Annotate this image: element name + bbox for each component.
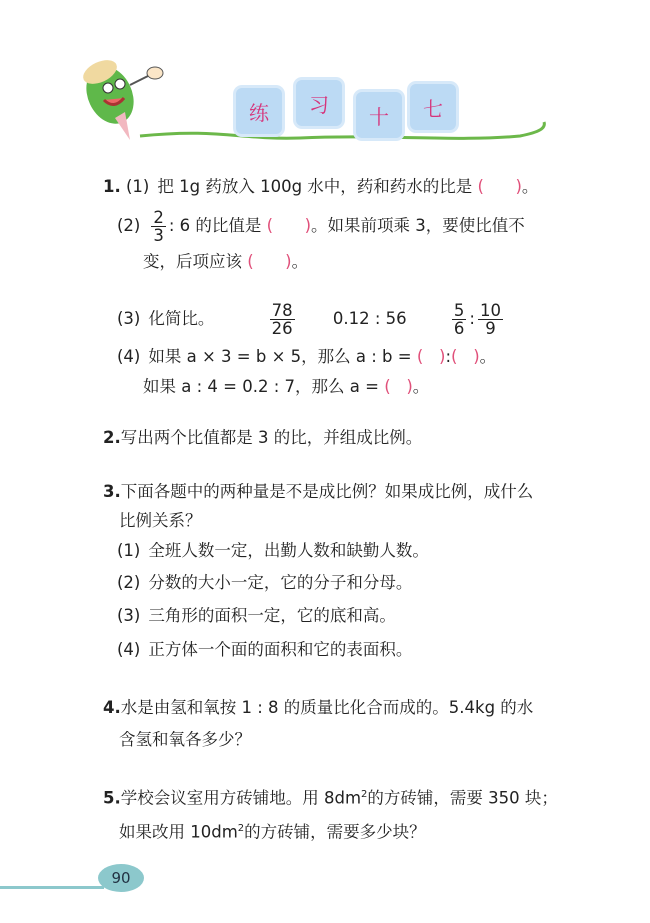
text: 分数的大小一定，它的分子和分母。: [148, 573, 413, 592]
text: 把 1g 药放入 100g 水中，药和药水的比是: [157, 177, 473, 196]
q3-line2: 比例关系？: [119, 511, 202, 530]
text: 写出两个比值都是 3 的比，并组成比例。: [120, 428, 423, 447]
superscript: 2: [237, 823, 245, 834]
denominator: 9: [485, 319, 496, 338]
sub-label: (1): [117, 541, 141, 560]
numerator: 2: [153, 208, 164, 227]
text: 全班人数一定，出勤人数和缺勤人数。: [148, 541, 429, 560]
answer-blank[interactable]: ( ): [477, 177, 522, 196]
q1-p2: [117, 209, 525, 244]
denominator: 26: [271, 319, 293, 338]
sub-label: (1): [126, 177, 150, 196]
text: 如果改用 10dm: [119, 822, 238, 842]
sub-label: (2): [117, 216, 141, 235]
title-tile-1: 练: [236, 88, 282, 134]
answer-blank[interactable]: ( ): [384, 377, 413, 396]
text: 如果 a × 3 = b × 5，那么 a : b =: [148, 347, 412, 366]
text: 的方砖铺，需要多少块？: [244, 822, 426, 842]
question-number: 3.: [103, 482, 121, 501]
text: 。: [412, 377, 430, 396]
answer-blank[interactable]: ( ): [451, 347, 480, 366]
q1-p3: [117, 302, 506, 337]
q3-item: [117, 605, 396, 627]
text: 化简比。: [148, 309, 215, 328]
denominator: 3: [153, 226, 164, 245]
fraction: [452, 302, 467, 337]
title-tile-3: 十: [356, 92, 402, 138]
text: 正方体一个面的面积和它的表面积。: [148, 640, 413, 659]
text: 如果 a : 4 = 0.2 : 7，那么 a =: [143, 377, 379, 396]
numerator: 78: [271, 301, 293, 320]
q5-line2: [119, 818, 426, 844]
question-number: 1.: [103, 177, 121, 196]
text: 学校会议室用方砖铺地。用 8dm: [120, 788, 362, 808]
text: 的方砖铺，需要 350 块；: [367, 788, 558, 808]
sub-label: (2): [117, 573, 141, 592]
answer-blank[interactable]: ( ): [416, 347, 446, 366]
title-tile-4: 七: [410, 84, 456, 130]
answer-blank[interactable]: ( ): [266, 216, 312, 235]
fraction: [270, 302, 295, 337]
q2: [103, 427, 422, 449]
q3-line1: [103, 481, 533, 503]
sub-label: (3): [117, 309, 141, 328]
question-number: 2.: [103, 428, 121, 447]
page-number-line: [0, 886, 104, 889]
q1-p4-line2: [143, 376, 429, 398]
numerator: 10: [479, 301, 501, 320]
pencil-mascot-icon: [77, 55, 163, 140]
sub-label: (4): [117, 640, 141, 659]
text: 下面各题中的两种量是不是成比例？如果成比例，成什么: [120, 482, 534, 501]
sub-label: (3): [117, 606, 141, 625]
text: 。如果前项乘 3，要使比值不: [311, 216, 525, 235]
text: 变，后项应该: [143, 252, 242, 271]
colon: :: [469, 309, 475, 328]
q4-line2: 含氢和氧各多少？: [119, 730, 251, 749]
text: : 6 的比值是: [168, 216, 262, 235]
fraction: [478, 302, 503, 337]
text: 。: [521, 177, 539, 196]
colon: :: [445, 347, 452, 366]
q1-p1: [103, 176, 538, 198]
superscript: 2: [361, 789, 368, 800]
text: 。: [291, 252, 309, 271]
q1-p2-line2: [143, 251, 308, 273]
sub-label: (4): [117, 347, 141, 366]
q3-item: [117, 639, 412, 661]
fraction: [151, 209, 166, 244]
numerator: 5: [453, 301, 465, 320]
page-number: 90: [98, 864, 144, 892]
q4-line1: [103, 697, 533, 719]
text: 水是由氢和氧按 1 : 8 的质量比化合而成的。5.4kg 的水: [120, 698, 534, 717]
q5-line1: [103, 784, 558, 810]
green-vine-line: [140, 122, 544, 138]
answer-blank[interactable]: ( ): [247, 252, 292, 271]
q3-item: [117, 572, 412, 594]
title-tile-2: 习: [296, 80, 342, 126]
question-number: 4.: [103, 698, 121, 717]
ratio-text: 0.12 : 56: [332, 309, 407, 328]
q3-item: [117, 540, 429, 562]
text: 三角形的面积一定，它的底和高。: [148, 606, 396, 625]
denominator: 6: [453, 319, 465, 338]
q1-p4: [117, 346, 496, 368]
text: 。: [479, 347, 497, 366]
question-number: 5.: [103, 788, 121, 808]
